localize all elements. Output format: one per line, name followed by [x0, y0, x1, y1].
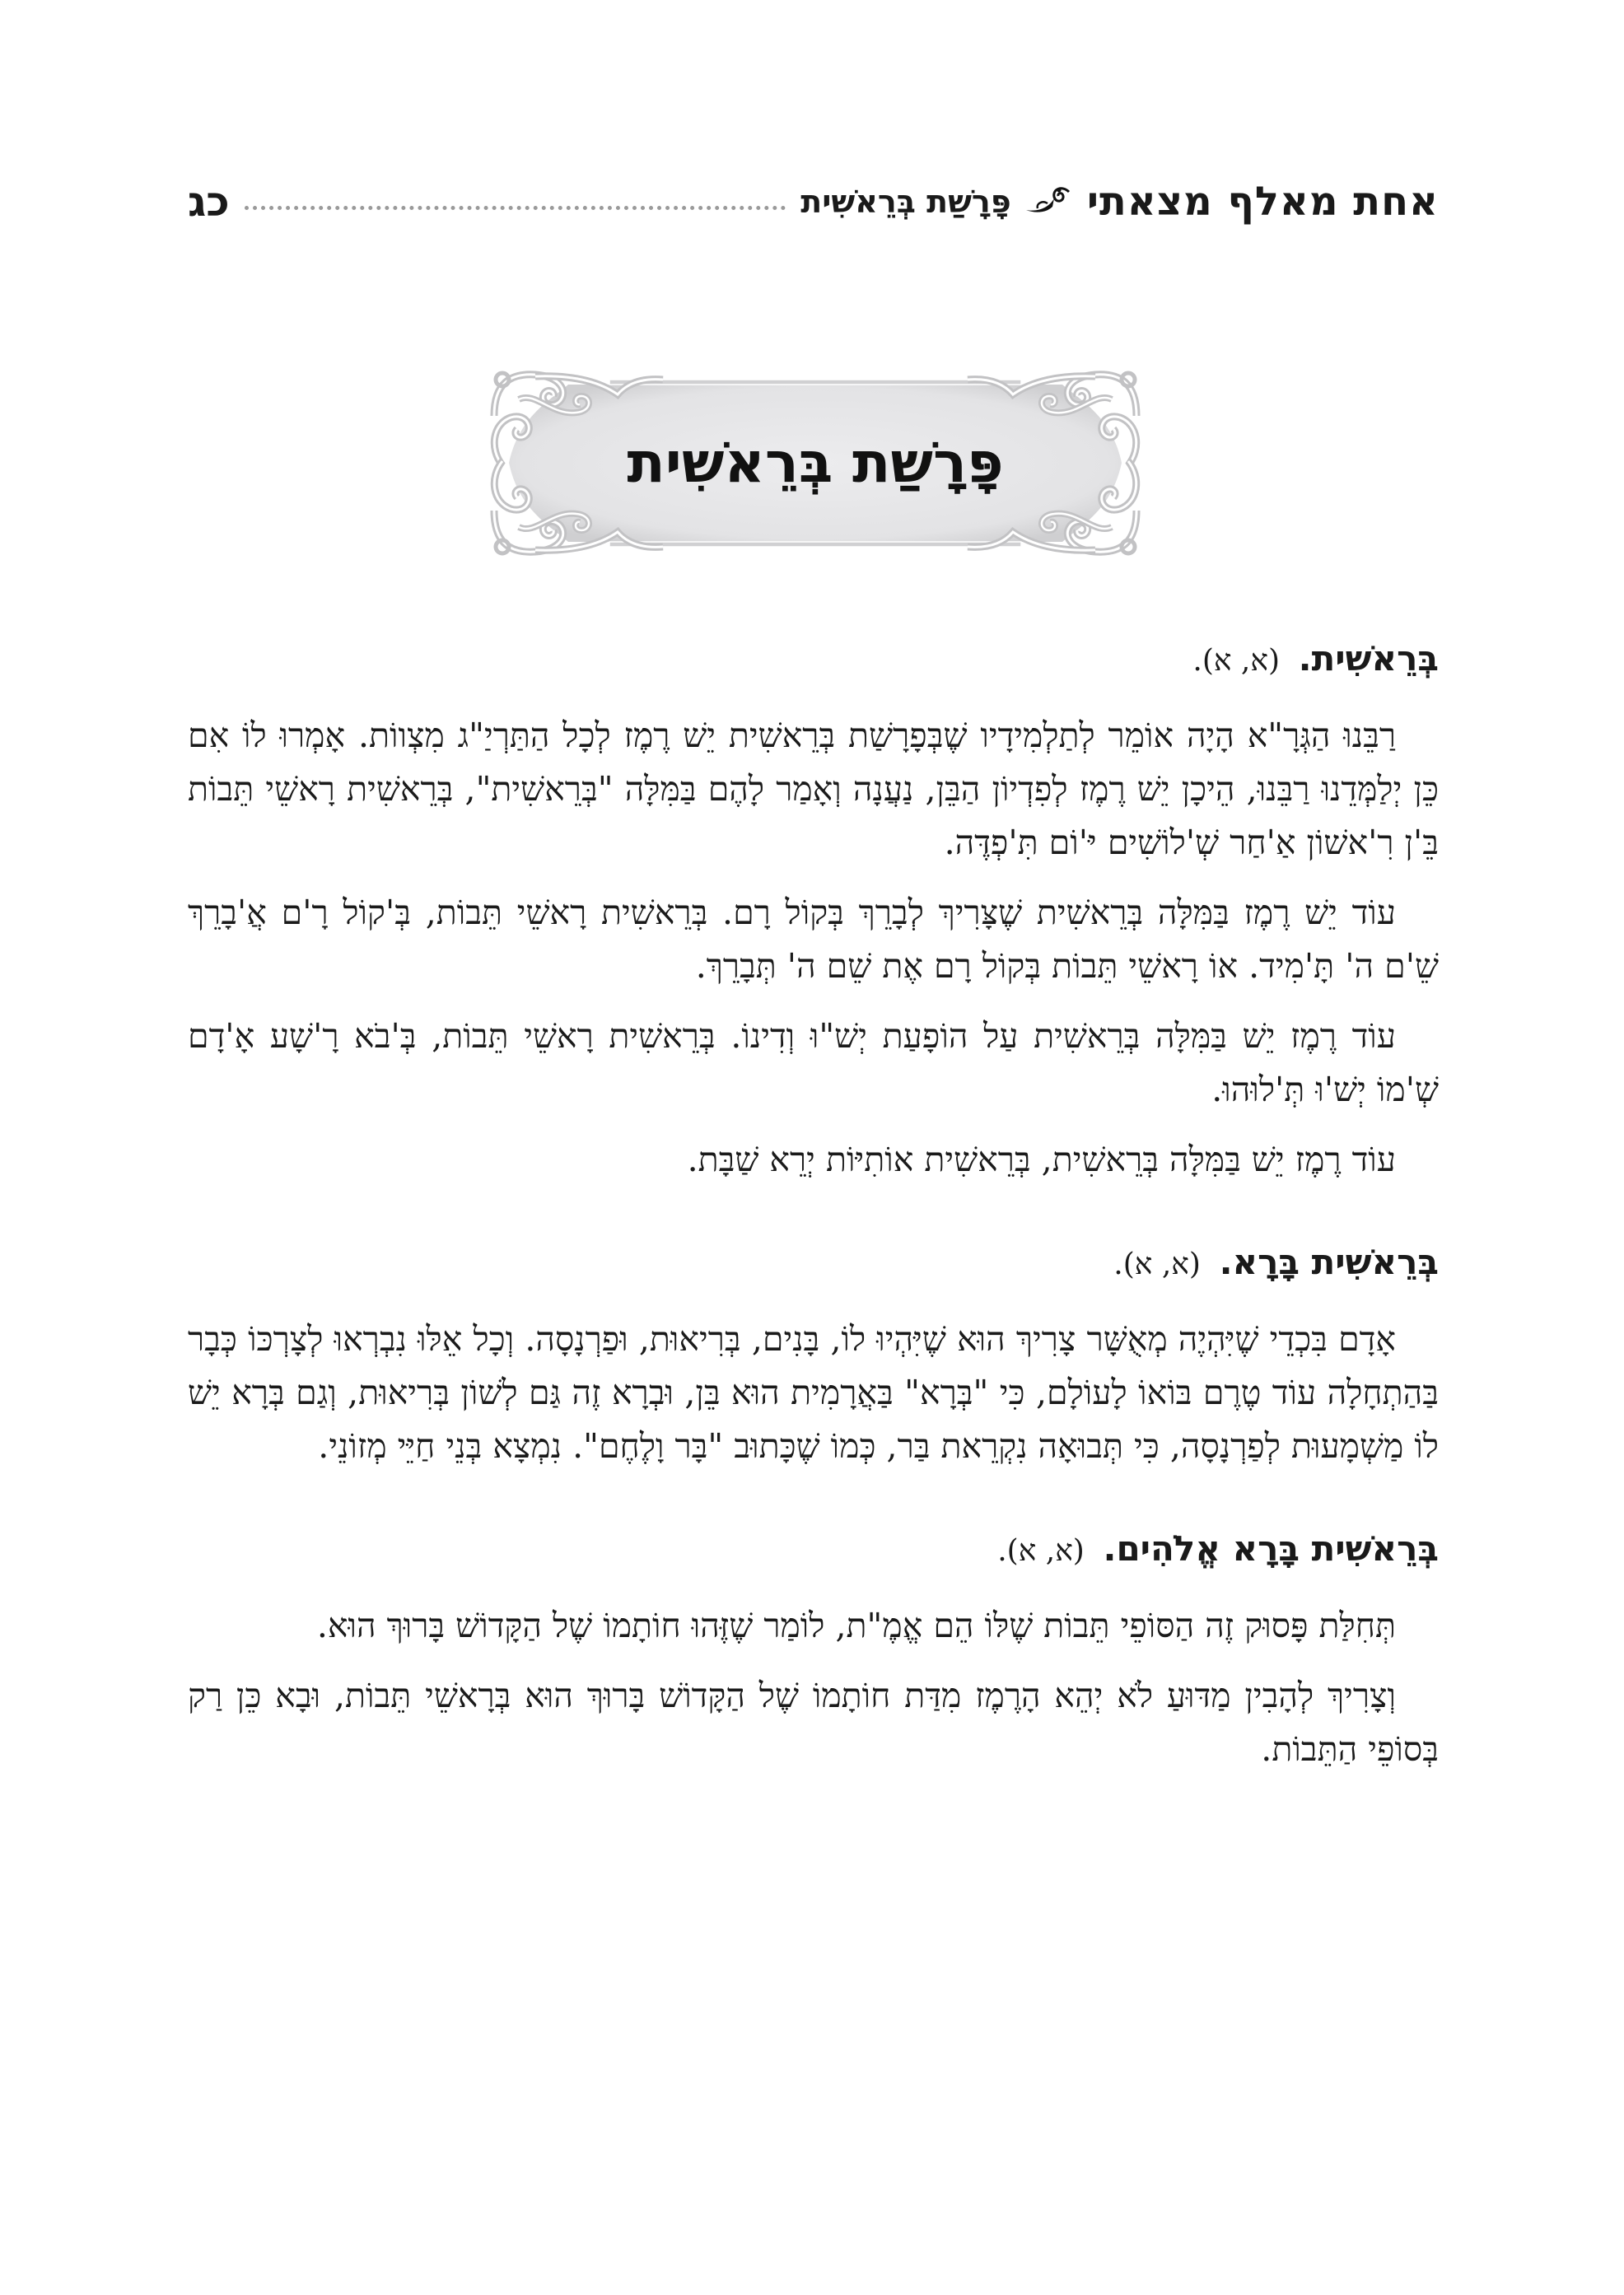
section-heading	[188, 1524, 1439, 1576]
book-title: אחת מאלף מצאתי	[1086, 179, 1439, 225]
paragraph: עוֹד יֵשׁ רֶמֶז בַּמִּלָּה בְּרֵאשִׁית שֶׁצָּרִיךְ לְבָרֵךְ בְּקוֹל רָם. בְּרֵאשִׁית רָאשֵׁי תֵּבוֹת, בְּ'קוֹל רָ'ם אֲ'בָרֵךְ שֵׁ'ם ה' תָּ'מִיד. אוֹ רָאשֵׁי תֵּבוֹת בְּקוֹל רָם אֶת שֵׁם ה' תְּבָרֵךְ.	[188, 893, 1439, 986]
verse-reference: (א, א).	[997, 1534, 1085, 1568]
paragraph: עוֹד רֶמֶז יֵשׁ בַּמִּלָּה בְּרֵאשִׁית עַל הוֹפָעַת יְשׁ"וּ וְדִינוֹ. בְּרֵאשִׁית רָאשֵׁי תֵּבוֹת, בְּ'בֹא רָ'שָׁע אָ'דָם שְׁ'מוֹ יְשׁ'וּ תְּ'לוּהוּ.	[188, 1016, 1439, 1109]
section-heading	[188, 1238, 1439, 1290]
paragraph: תְּחִלַּת פָּסוּק זֶה הַסּוֹפֵי תֵּבוֹת שֶׁלּוֹ הֵם אֱמֶ"ת, לוֹמַר שֶׁזֶּהוּ חוֹתָמוֹ שֶׁל הַקָּדוֹשׁ בָּרוּךְ הוּא.	[316, 1606, 1396, 1645]
commentary-body	[188, 634, 1439, 1827]
commentary-section	[188, 1238, 1439, 1473]
heading-verse: בְּרֵאשִׁית.	[1298, 638, 1439, 679]
commentary-section	[188, 1524, 1439, 1776]
section-heading	[188, 634, 1439, 686]
page-number: כג	[188, 178, 230, 226]
floral-scroll-icon	[1023, 185, 1072, 218]
running-parsha-name: פָּרָשַׁת בְּרֵאשִׁית	[800, 184, 1011, 220]
paragraph: רַבֵּנוּ הַגְּרָ"א הָיָה אוֹמֵר לְתַלְמִידָיו שֶׁבְּפָרָשַׁת בְּרֵאשִׁית יֵשׁ רֶמֶז לְכָל הַתַּרְיַ"ג מִצְווֹת. אָמְרוּ לוֹ אִם כֵּן יְלַמְּדֵנוּ רַבֵּנוּ, הֵיכָן יֵשׁ רֶמֶז לְפִדְיוֹן הַבֵּן, נַעֲנָה וְאָמַר לָהֶם בַּמִּלָּה "בְּרֵאשִׁית", בְּרֵאשִׁית רָאשֵׁי תֵּבוֹת בֵּ'ן רִ'אשׁוֹן אַ'חַר שְׁ'לוֹשִׁים יּ'וֹם תִּ'פְדֶּה.	[188, 716, 1439, 862]
verse-reference: (א, א).	[1113, 1248, 1201, 1281]
commentary-section	[188, 634, 1439, 1187]
running-header	[188, 169, 1439, 235]
verse-reference: (א, א).	[1192, 644, 1281, 678]
paragraph: וְצָרִיךְ לְהָבִין מַדּוּעַ לֹא יְהֵא הָרֶמֶז מִדַּת חוֹתָמוֹ שֶׁל הַקָּדוֹשׁ בָּרוּךְ הוּא בְּרָאשֵׁי תֵּבוֹת, וּבָא כֵּן רַק בְּסוֹפֵי הַתֵּבוֹת.	[188, 1676, 1439, 1769]
parsha-title: פָּרָשַׁת בְּרֵאשִׁית	[627, 431, 1004, 496]
paragraph: אָדָם בִּכְדֵי שֶׁיִּהְיֶה מְאֻשָּׁר צָרִיךְ הוּא שֶׁיִּהְיוּ לוֹ, בָּנִים, בְּרִיאוּת, וּפַרְנָסָה. וְכָל אֵלּוּ נִבְרְאוּ לְצָרְכּוֹ כְּבָר בַּהַתְחָלָה עוֹד טֶרֶם בּוֹאוֹ לָעוֹלָם, כִּי "בְּרָא" בַּאֲרָמִית הוּא בֵּן, וּבְרָא זֶה גַּם לְשׁוֹן בְּרִיאוּת, וְגַם בְּרָא יֵשׁ לוֹ מַשְׁמָעוּת לְפַרְנָסָה, כִּי תְּבוּאָה נִקְרֵאת בַּר, כְּמוֹ שֶׁכָּתוּב "בָּר וָלֶחֶם". נִמְצָא בְּנֵי חַיֵּי מְזוֹנֵי.	[188, 1319, 1439, 1466]
parsha-title-frame	[486, 366, 1145, 560]
paragraph: עוֹד רֶמֶז יֵשׁ בַּמִּלָּה בְּרֵאשִׁית, בְּרֵאשִׁית אוֹתִיּוֹת יְרֵא שַׁבָּת.	[687, 1140, 1396, 1179]
dotted-leader	[245, 206, 786, 210]
heading-verse: בְּרֵאשִׁית בָּרָא אֱלֹהִים.	[1103, 1528, 1439, 1569]
heading-verse: בְּרֵאשִׁית בָּרָא.	[1219, 1242, 1439, 1282]
